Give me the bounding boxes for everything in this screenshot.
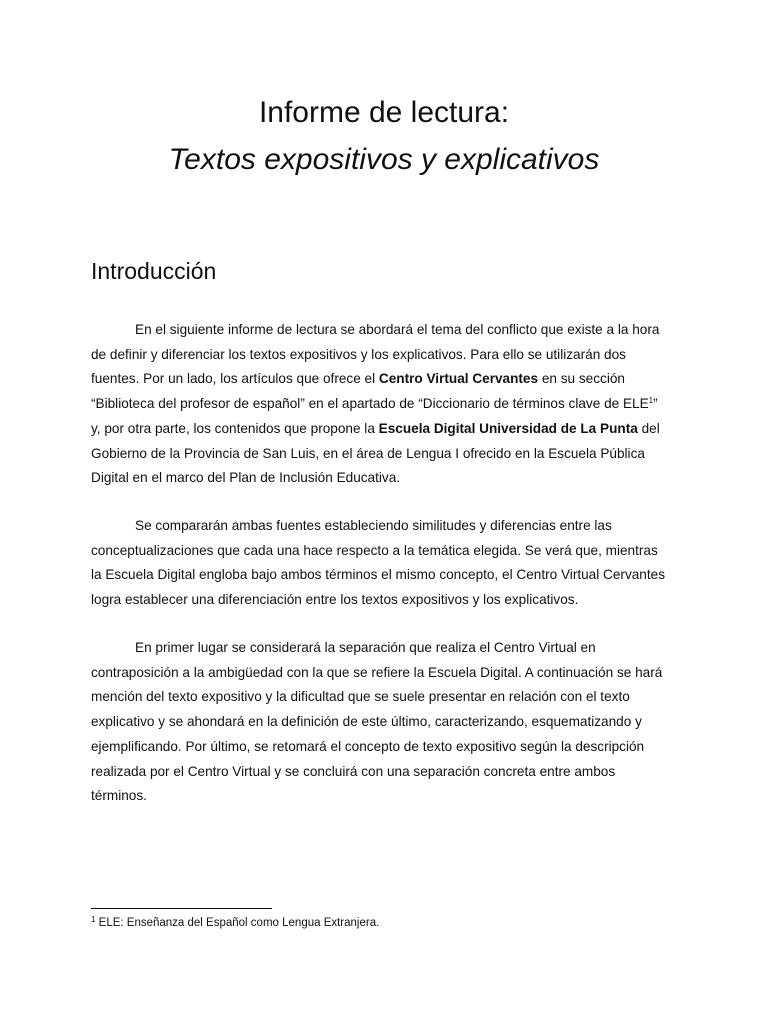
document-subtitle: Textos expositivos y explicativos — [168, 143, 600, 176]
paragraph-line: Gobierno de la Provincia de San Luis, en el área de Lengua I ofrecido en la Escuela Pública — [91, 445, 645, 461]
paragraph-line: Digital en el marco del Plan de Inclusión Educativa. — [91, 470, 401, 486]
paragraph-line: En primer lugar se considerará la separación que realiza el Centro Virtual en — [135, 640, 596, 655]
paragraph-line: realizada por el Centro Virtual y se concluirá con una separación concreta entre ambos — [91, 763, 616, 779]
paragraph-line — [91, 392, 681, 417]
footnote-marker: 1 — [91, 915, 96, 924]
footnote-divider — [91, 908, 272, 909]
paragraph-line: Se compararán ambas fuentes estableciendo similitudes y diferencias entre las — [135, 518, 612, 533]
text-run: “Biblioteca del profesor de español” en el apartado de “Diccionario de términos clave de ELE — [91, 396, 649, 412]
footnote — [91, 914, 379, 932]
text-run: del — [637, 420, 660, 436]
footnote-text: ELE: Enseñanza del Español como Lengua Extranjera. — [95, 917, 380, 929]
paragraph-2 — [91, 514, 681, 613]
paragraph-line: mención del texto expositivo y la dificultad que se suele presentar en relación con el texto — [91, 689, 630, 705]
section-heading-introduccion: Introducción — [91, 258, 217, 284]
paragraph-line — [91, 417, 681, 442]
paragraph-line: contraposición a la ambigüedad con la que se refiere la Escuela Digital. A continuación se hará — [91, 664, 663, 680]
text-run: en su sección — [538, 371, 625, 387]
bold-term-escuela-digital: Escuela Digital Universidad de La Punta — [378, 420, 638, 436]
document-title: Informe de lectura: — [258, 96, 510, 129]
paragraph-line: conceptualizaciones que cada una hace respecto a la temática elegida. Se verá que, mientras — [91, 542, 658, 558]
paragraph-line: de definir y diferenciar los textos expositivos y los explicativos. Para ello se utilizarán dos — [91, 346, 626, 362]
text-run: ” — [653, 396, 658, 412]
paragraph-line: la Escuela Digital engloba bajo ambos términos el mismo concepto, el Centro Virtual Cervantes — [91, 567, 665, 583]
paragraph-line: explicativo y se ahondará en la definición de este último, caracterizando, esquematizando y — [91, 714, 642, 730]
paragraph-line: ejemplificando. Por último, se retomará el concepto de texto expositivo según la descripción — [91, 738, 645, 754]
bold-term-centro-virtual-cervantes: Centro Virtual Cervantes — [378, 371, 539, 387]
text-run: y, por otra parte, los contenidos que propone la — [91, 420, 379, 436]
paragraph-1 — [91, 318, 681, 491]
paragraph-line: logra establecer una diferenciación entre los textos expositivos y los explicativos. — [91, 592, 579, 608]
text-run: fuentes. Por un lado, los artículos que ofrece el — [91, 371, 379, 387]
footnote-reference: 1 — [648, 396, 654, 406]
paragraph-line: En el siguiente informe de lectura se abordará el tema del conflicto que existe a la hora — [135, 322, 660, 337]
paragraph-3 — [91, 636, 681, 809]
paragraph-line: términos. — [91, 788, 147, 804]
paragraph-line — [91, 367, 681, 392]
